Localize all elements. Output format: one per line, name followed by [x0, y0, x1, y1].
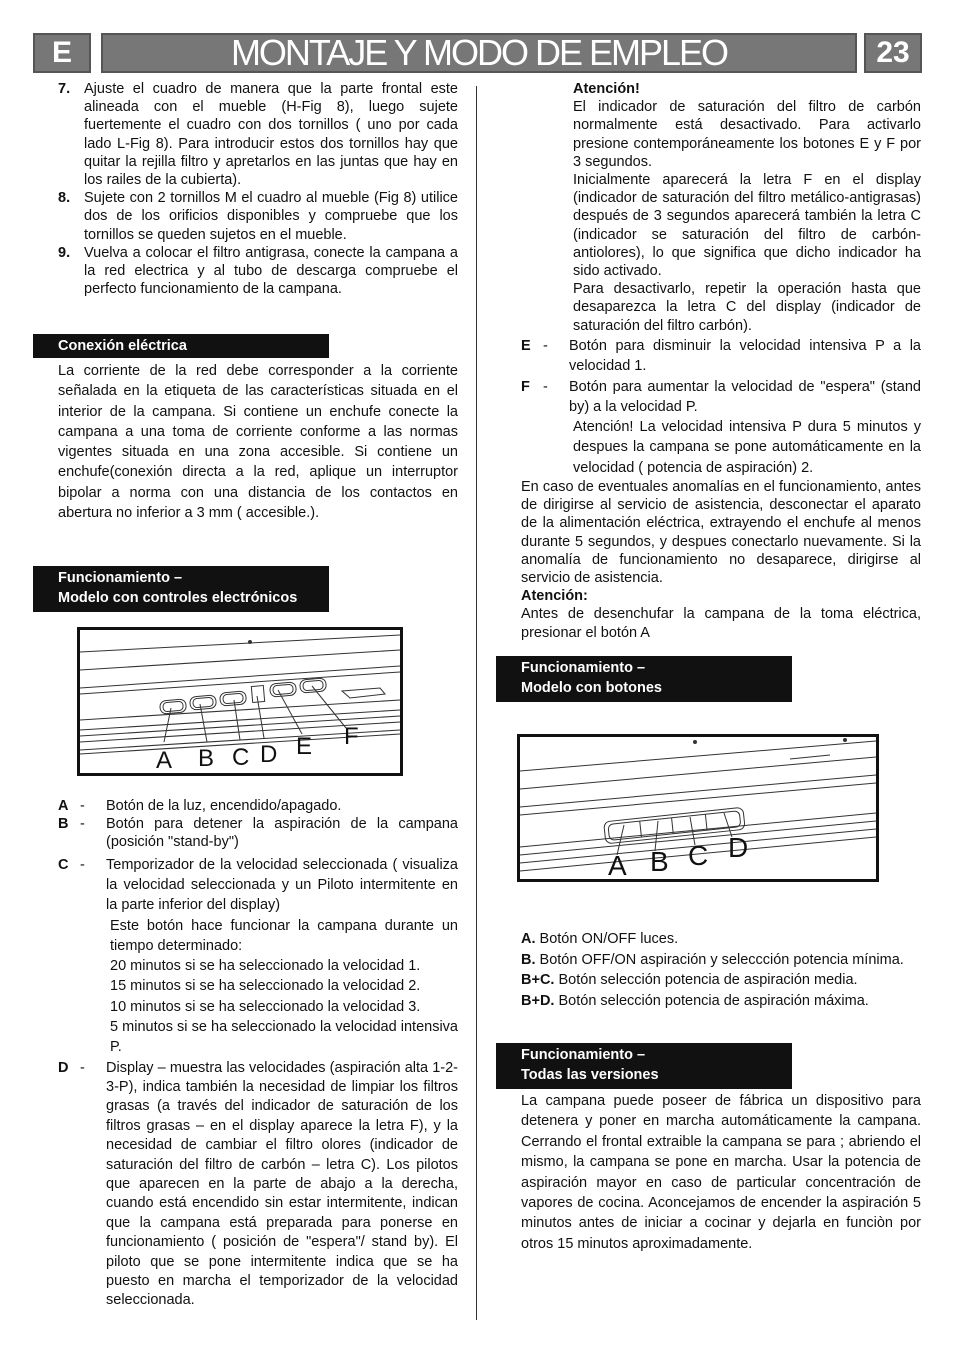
- page-number: 23: [864, 33, 922, 73]
- list-item: 9. Vuelva a colocar el filtro antigrasa, conecte la campana a la red electrica y al tubo de descarga compruebe el perfecto funcionamiento de la campana.: [58, 244, 458, 298]
- section-heading-buttons: Funcionamiento – Modelo con botones: [496, 656, 792, 702]
- list-item: D - Display – muestra las velocidades (aspiración alta 1-2-3-P), indica también la necesidad de limpiar los filtros grasas (a través del indicador de saturación de los filtros grasas – en el display aparece la letra F), y la necesidad de cambiar el filtro olores (indicador de saturación del filtro de carbón – letra C). Los pilotos que aparecen en la parte de abajo a la derecha, cuando está encendido sin estar intermitente, indican que la campana está preparada para ponerse en funcionamiento ( posición de "espera"/ stand by). El piloto que se pone intermitente indica que se ha puesto en marcha el temporizador de la velocidad seleccionada.: [58, 1059, 458, 1309]
- all-versions-paragraph: La campana puede poseer de fábrica un dispositivo para detenera y poner en marcha automáticamente la campana. Cerrando el frontal extraible la campana se para ; abriendo el mismo, la campana se pone en marcha. Usar la potencia de aspiración mayor en caso de particular concentración de vapores de cocina. Aconcejamos de encender la aspiración 5 minutos antes de iniciar a cocinar y dejarla en funciòn por otros 15 minutos aproximadamente.: [521, 1093, 921, 1252]
- intensive-note: Atención! La velocidad intensiva P dura 5 minutos y despues la campana se pone automáticamente en la velocidad ( potencia de aspiración) 2.: [573, 419, 921, 476]
- list-item: A - Botón de la luz, encendido/apagado.: [58, 798, 342, 814]
- list-item: B+C. Botón selección potencia de aspiración media.: [521, 972, 858, 988]
- fig1-label-b: B: [198, 745, 215, 772]
- list-item: A. Botón ON/OFF luces.: [521, 931, 679, 947]
- fig2-label-d: D: [728, 832, 749, 863]
- list-item: B. Botón OFF/ON aspiración y seleccción potencia mínima.: [521, 951, 904, 968]
- fig1-label-c: C: [232, 744, 250, 771]
- list-item: 8. Sujete con 2 tornillos M el cuadro al mueble (Fig 8) utilice dos de los orificios disponibles y compruebe que los tornillos se queden sujetos en el mueble.: [58, 190, 458, 243]
- steps-list: [58, 80, 458, 298]
- hood-panel-illustration: [520, 737, 876, 879]
- column-divider: [476, 86, 477, 1320]
- controls-legend-ef: [521, 336, 921, 478]
- hood-panel-illustration: [80, 630, 400, 773]
- attention-block: Atención! El indicador de saturación del filtro de carbón normalmente está desactivado. Para activarlo presione contemporáneamente los botones E y F por 3 segundos. Inicialmente aparecerá la letra F en el display (indicador de saturación del filtro metálico-antigrasas) después de 3 segundos aparecerá también la letra C (indicador se saturación del filtro de carbón-antiolores), lo que significa que dicho indicador ha sido activado. Para desactivarlo, repetir la operación hasta que desaparezca la letra C del display (indicador de saturación del filtro carbón).: [573, 81, 921, 334]
- controls-legend: [58, 797, 458, 1311]
- electronic-controls-figure: [77, 627, 403, 776]
- section-heading-electronic: Funcionamiento – Modelo con controles electrónicos: [33, 566, 329, 612]
- fig2-label-a: A: [608, 850, 627, 879]
- section-heading-electrical: Conexión eléctrica: [33, 334, 329, 358]
- language-badge: E: [33, 33, 91, 73]
- list-item: B+D. Botón selección potencia de aspiración máxima.: [521, 992, 869, 1009]
- fig1-label-d: D: [260, 741, 278, 768]
- fig1-label-a: A: [156, 747, 173, 773]
- troubleshooting-block: En caso de eventuales anomalías en el funcionamiento, antes de dirigirse al servicio de asistencia, desconectar el aparato de la alimentación eléctrica, extrayendo el enchufe al menos durante 5 segundos, y despues conectarlo nuevamente. Si la anomalía de funcionamiento no desaparece, dirigirse al servicio de asistencia. Atención: Antes de desenchufar la campana de la toma eléctrica, presionar el botón A: [521, 479, 921, 641]
- timer-details: Este botón hace funcionar la campana durante un tiempo determinado: 20 minutos si se ha seleccionado la velocidad 1. 15 minutos si se ha seleccionado la velocidad 2. 10 minutos si se ha seleccionado la velocidad 3. 5 minutos si se ha seleccionado la velocidad intensiva P.: [110, 917, 458, 1056]
- list-item: 7. Ajuste el cuadro de manera que la parte frontal este alineada con el mueble (H-Fig 8), luego sujete fuertemente el cuadro con dos tornillos ( uno por cada lado L-Fig 8). Para introducir estos dos tornillos hay que quitar la rejilla filtro y apretarlos en las juntas que hay en los railes de la cubierta).: [58, 81, 458, 189]
- list-item: B - Botón para detener la aspiración de la campana (posición "stand-by"): [58, 816, 458, 851]
- list-item: F - Botón para aumentar la velocidad de "espera" (stand by) a la velocidad P.: [521, 378, 921, 415]
- buttons-legend: [521, 929, 921, 1011]
- buttons-model-figure: [517, 734, 879, 882]
- electrical-paragraph: La corriente de la red debe corresponder a la corriente señalada en la etiqueta de las características situada en el interior de la campana. Si contiene un enchufe conecte la campana a una toma de corriente conforme a las normas vigentes situada en una zona accesible. Si contiene un enchufe(conexión directa a la red, aplique un interruptor bipolar a norma con una distancia de los contactos en abertura no inferior a 3 mm ( accesible.).: [58, 363, 458, 522]
- fig2-label-b: B: [650, 846, 669, 877]
- list-item: E - Botón para disminuir la velocidad intensiva P a la velocidad 1.: [521, 338, 921, 375]
- fig1-label-e: E: [296, 733, 313, 760]
- fig2-label-c: C: [688, 840, 709, 871]
- list-item: C - Temporizador de la velocidad seleccionada ( visualiza la velocidad seleccionada y un Piloto intermitente en la parte inferior del display): [58, 856, 458, 914]
- fig1-label-f: F: [344, 723, 359, 750]
- page-title: MONTAJE Y MODO DE EMPLEO: [101, 33, 857, 73]
- section-heading-all-versions: Funcionamiento – Todas las versiones: [496, 1043, 792, 1089]
